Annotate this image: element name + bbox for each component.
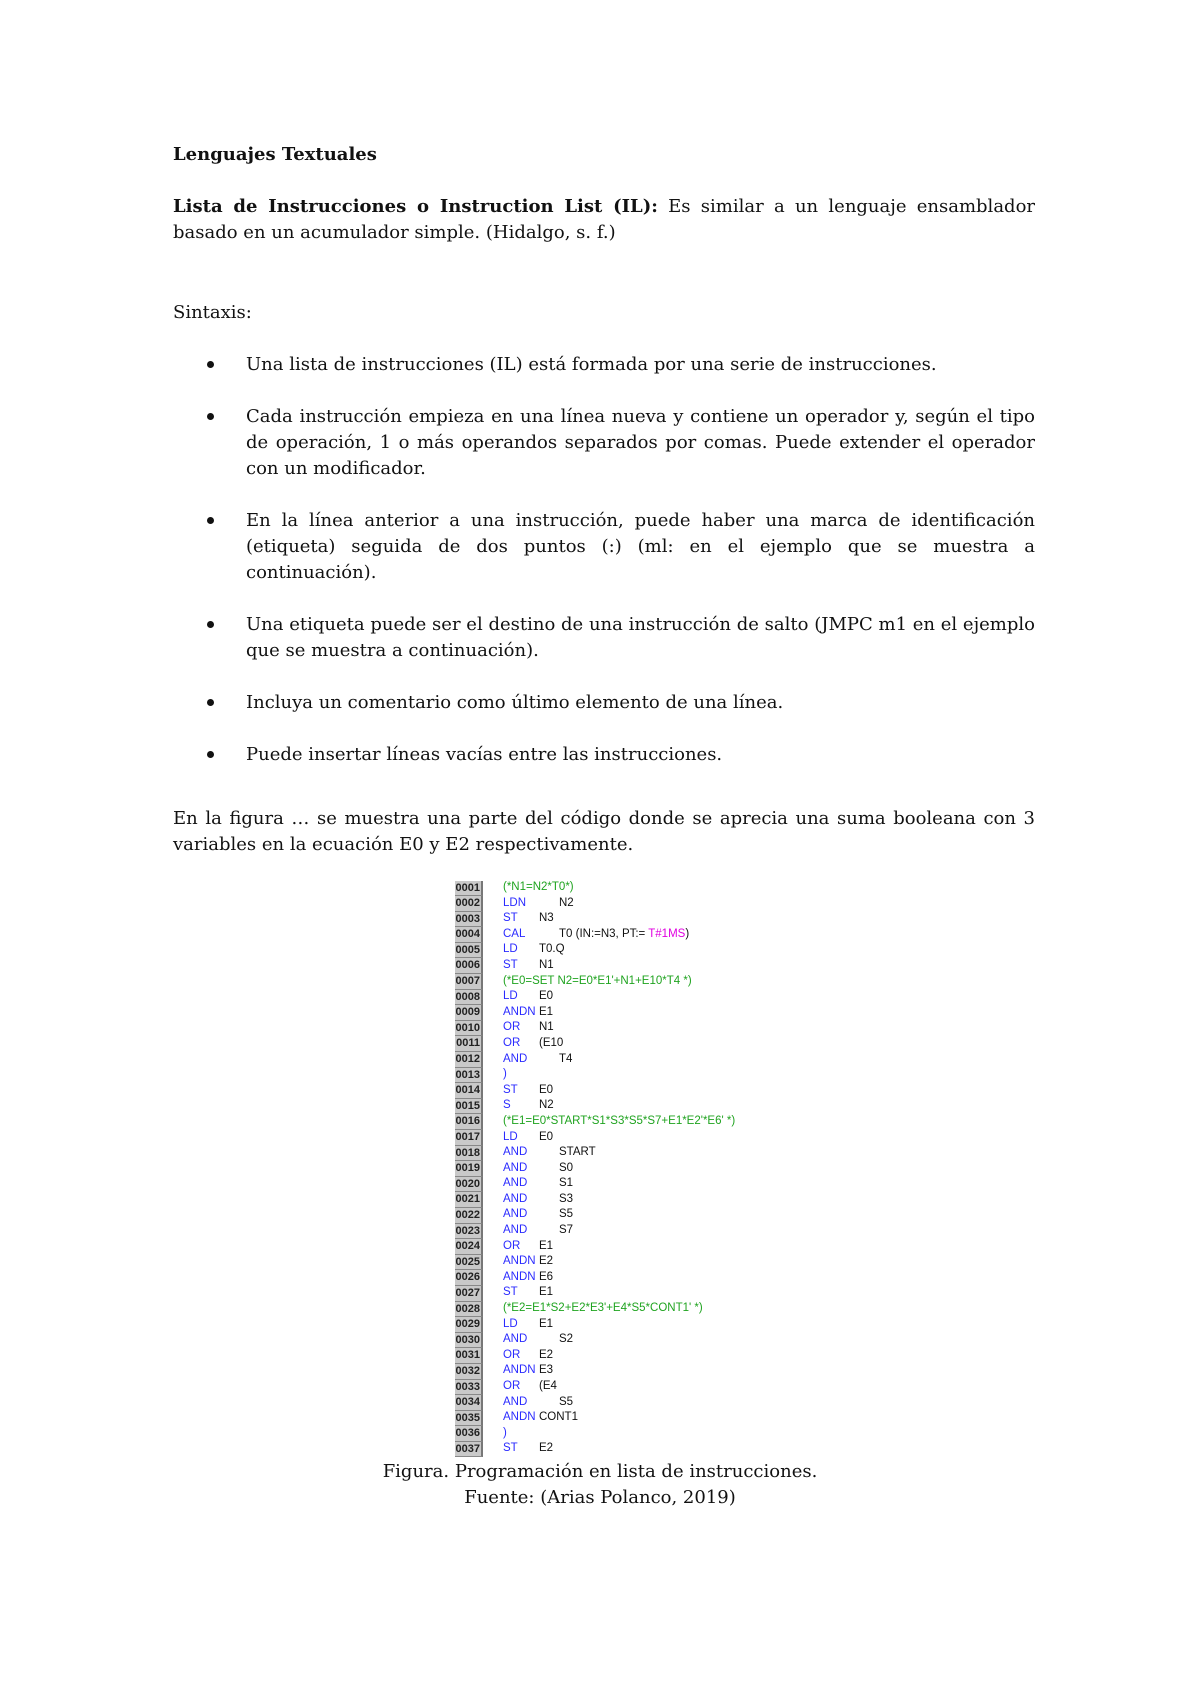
code-line (455, 1317, 755, 1333)
bullet-icon (207, 413, 214, 420)
code-operand: N3 (539, 912, 554, 925)
code-operator: AND (503, 1208, 528, 1221)
code-line (455, 1270, 755, 1286)
figure-source: Fuente: (Arias Polanco, 2019) (464, 1487, 736, 1508)
code-comment: (*N1=N2*T0*) (503, 881, 574, 893)
code-operand: E2 (539, 1255, 554, 1268)
code-operand: S5 (559, 1208, 574, 1221)
code-operator: ST (503, 1286, 518, 1299)
code-line (455, 911, 755, 927)
line-number: 0016 (455, 1114, 483, 1130)
code-line (455, 1395, 755, 1411)
code-line (455, 1410, 755, 1426)
code-operator: ST (503, 958, 518, 971)
code-line (455, 1207, 755, 1223)
line-number: 0002 (455, 896, 483, 912)
code-operator: ANDN (503, 1255, 536, 1268)
bullet-item: Cada instrucción empieza en una línea nueva y contiene un operador y, según el tipo de operación, 1 o más operandos separados por comas. Puede extender el operador con un modificador. (173, 404, 1035, 482)
line-number: 0020 (455, 1177, 483, 1193)
line-number: 0014 (455, 1083, 483, 1099)
line-number: 0033 (455, 1380, 483, 1396)
code-operand: S7 (559, 1224, 574, 1237)
instruction-list-code-figure (455, 880, 755, 1457)
bullet-item: En la línea anterior a una instrucción, puede haber una marca de identificación (etiqueta) seguida de dos puntos (:) (ml: en el ejemplo que se muestra a continuación). (173, 508, 1035, 586)
line-number: 0022 (455, 1208, 483, 1224)
code-operator: S (503, 1099, 511, 1112)
intro-paragraph (173, 194, 1035, 246)
code-line (455, 880, 755, 896)
code-operand: START (559, 1146, 596, 1159)
code-operator: AND (503, 1192, 528, 1205)
line-number: 0018 (455, 1146, 483, 1162)
code-operand: E0 (539, 1130, 554, 1143)
line-number: 0024 (455, 1239, 483, 1255)
bullet-item: Incluya un comentario como último elemento de una línea. (173, 690, 1035, 716)
code-line (455, 1239, 755, 1255)
line-number: 0006 (455, 958, 483, 974)
code-line (455, 896, 755, 912)
code-line (455, 1145, 755, 1161)
bullet-item: Una etiqueta puede ser el destino de una instrucción de salto (JMPC m1 en el ejemplo que se muestra a continuación). (173, 612, 1035, 664)
code-operand: S3 (559, 1192, 574, 1205)
code-line (455, 1130, 755, 1146)
line-number: 0015 (455, 1099, 483, 1115)
line-number: 0004 (455, 927, 483, 943)
section-heading: Lenguajes Textuales (173, 144, 377, 165)
code-line (455, 1332, 755, 1348)
code-line (455, 1161, 755, 1177)
code-paren: ) (503, 1068, 507, 1081)
intro-text: Es similar a un lenguaje ensamblador basado en un acumulador simple. (Hidalgo, s. f.) (173, 196, 1036, 243)
code-line (455, 1223, 755, 1239)
code-line (455, 1285, 755, 1301)
code-operator: LD (503, 990, 518, 1003)
code-operator: ANDN (503, 1270, 536, 1283)
line-number: 0030 (455, 1333, 483, 1349)
intro-term: Lista de Instrucciones o Instruction List (IL): (173, 196, 658, 217)
bullet-item: Una lista de instrucciones (IL) está formada por una serie de instrucciones. (173, 352, 1035, 378)
code-line (455, 1052, 755, 1068)
bullet-item: Puede insertar líneas vacías entre las instrucciones. (173, 742, 1035, 768)
code-operator: ANDN (503, 1364, 536, 1377)
code-operator: OR (503, 1380, 521, 1392)
line-number: 0023 (455, 1224, 483, 1240)
code-line (455, 1379, 755, 1395)
code-line (455, 1098, 755, 1114)
code-line (455, 1067, 755, 1083)
line-number: 0010 (455, 1021, 483, 1037)
code-operand: N1 (539, 1021, 554, 1034)
code-operand: E2 (539, 1442, 554, 1455)
code-operator: LD (503, 1130, 518, 1143)
line-number: 0001 (455, 881, 483, 897)
code-operator: ST (503, 1442, 518, 1455)
code-operator: LD (503, 1317, 518, 1330)
code-operand: S1 (559, 1177, 574, 1190)
line-number: 0012 (455, 1052, 483, 1068)
line-number: 0007 (455, 974, 483, 990)
code-operand: E2 (539, 1348, 554, 1361)
code-operator: ST (503, 1083, 518, 1096)
code-operand: T0 (IN:=N3, PT:= T#1MS) (559, 927, 690, 940)
line-number: 0027 (455, 1286, 483, 1302)
code-operator: AND (503, 1052, 528, 1065)
figure-caption: Figura. Programación en lista de instrucciones. (382, 1461, 818, 1482)
bullet-icon (207, 517, 214, 524)
code-line (455, 1301, 755, 1317)
code-operand: N2 (539, 1099, 554, 1112)
code-operand: (E4 (539, 1380, 557, 1392)
code-operand: S5 (559, 1395, 574, 1408)
code-operator: AND (503, 1146, 528, 1159)
code-line (455, 927, 755, 943)
code-line (455, 1176, 755, 1192)
code-operator: AND (503, 1177, 528, 1190)
line-number: 0032 (455, 1364, 483, 1380)
code-operator: AND (503, 1395, 528, 1408)
code-line (455, 958, 755, 974)
code-operand: E0 (539, 1083, 554, 1096)
code-operand: S2 (559, 1333, 574, 1346)
code-comment: (*E0=SET N2=E0*E1'+N1+E10*T4 *) (503, 974, 692, 987)
code-operator: OR (503, 1348, 521, 1361)
code-line (455, 1254, 755, 1270)
code-operand: E1 (539, 1239, 554, 1252)
line-number: 0028 (455, 1302, 483, 1318)
line-number: 0037 (455, 1442, 483, 1458)
code-line (455, 1363, 755, 1379)
code-operand: N1 (539, 958, 554, 971)
code-operator: LDN (503, 896, 527, 909)
line-number: 0034 (455, 1395, 483, 1411)
code-operand: N2 (559, 896, 574, 909)
syntax-bullet-list (173, 352, 1035, 794)
code-line (455, 1005, 755, 1021)
line-number: 0008 (455, 990, 483, 1006)
code-comment: (*E1=E0*START*S1*S3*S5*S7+E1*E2'*E6' *) (503, 1114, 736, 1127)
code-operator: AND (503, 1333, 528, 1346)
line-number: 0021 (455, 1192, 483, 1208)
code-line (455, 974, 755, 990)
code-operand: S0 (559, 1161, 574, 1174)
code-line (455, 1083, 755, 1099)
code-operator: CAL (503, 927, 526, 940)
code-operator: AND (503, 1224, 528, 1237)
code-line (455, 1426, 755, 1442)
line-number: 0005 (455, 943, 483, 959)
line-number: 0017 (455, 1130, 483, 1146)
code-operator: OR (503, 1239, 521, 1252)
line-number: 0013 (455, 1068, 483, 1084)
line-number: 0026 (455, 1270, 483, 1286)
line-number: 0019 (455, 1161, 483, 1177)
bullet-icon (207, 751, 214, 758)
line-number: 0025 (455, 1255, 483, 1271)
line-number: 0031 (455, 1348, 483, 1364)
code-line (455, 1192, 755, 1208)
code-line (455, 1020, 755, 1036)
code-operator: ST (503, 912, 518, 925)
code-line (455, 989, 755, 1005)
code-paren: ) (503, 1426, 507, 1439)
line-number: 0009 (455, 1005, 483, 1021)
code-line (455, 1036, 755, 1052)
syntax-label: Sintaxis: (173, 302, 252, 323)
code-operator: LD (503, 943, 518, 956)
figure-intro-paragraph: En la figura … se muestra una parte del código donde se aprecia una suma booleana con 3 variables en la ecuación E0 y E2 respectivamente. (173, 808, 1035, 855)
code-operand: CONT1 (539, 1411, 578, 1424)
line-number: 0029 (455, 1317, 483, 1333)
bullet-icon (207, 699, 214, 706)
code-operator: AND (503, 1161, 528, 1174)
line-number: 0036 (455, 1426, 483, 1442)
code-operand: T0.Q (539, 943, 565, 956)
code-operand: E1 (539, 1005, 554, 1018)
code-line (455, 1348, 755, 1364)
code-operator: OR (503, 1021, 521, 1034)
code-operand: E1 (539, 1317, 554, 1330)
code-operand: E3 (539, 1364, 554, 1377)
bullet-icon (207, 361, 214, 368)
code-operator: ANDN (503, 1005, 536, 1018)
bullet-icon (207, 621, 214, 628)
code-operand: E1 (539, 1286, 554, 1299)
code-operator: ANDN (503, 1411, 536, 1424)
code-operand: E0 (539, 990, 554, 1003)
line-number: 0035 (455, 1411, 483, 1427)
code-operand: T4 (559, 1052, 573, 1065)
code-line (455, 1441, 755, 1457)
code-comment: (*E2=E1*S2+E2*E3'+E4*S5*CONT1' *) (503, 1302, 703, 1315)
code-operand: E6 (539, 1270, 554, 1283)
code-line (455, 1114, 755, 1130)
code-operator: OR (503, 1036, 521, 1049)
line-number: 0011 (455, 1036, 483, 1052)
line-number: 0003 (455, 912, 483, 928)
code-line (455, 942, 755, 958)
code-operand: (E10 (539, 1036, 564, 1049)
